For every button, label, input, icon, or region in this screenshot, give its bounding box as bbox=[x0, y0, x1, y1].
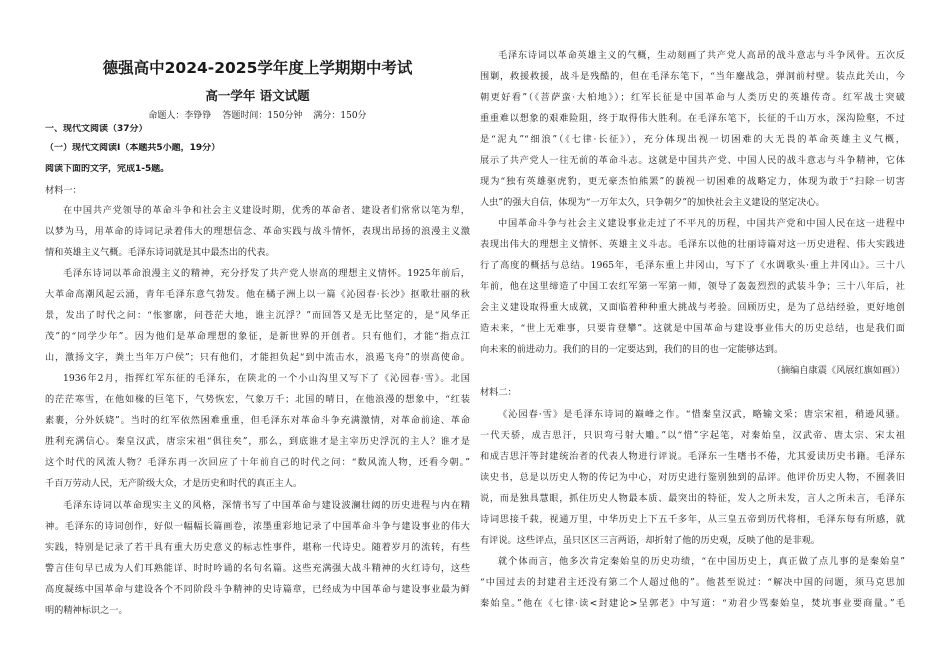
paragraph-line: 行了高度的概括与总结。1965年，毛泽东重上井冈山，写下了《水调歌头·重上井冈山》。三十八 bbox=[480, 260, 905, 271]
paragraph-line: 山，激扬文字，粪土当年万户侯”；只有他们，才能担负起“到中流击水，浪遏飞舟”的崇高使命。 bbox=[45, 352, 470, 363]
paragraph-line: 千百万劳动人民，无产阶级大众，才是历史和时代的真正主人。 bbox=[45, 478, 303, 489]
paragraph-line: 年前，他在这里缔造了中国工农红军第一军第一师，领导了轰轰烈烈的武装斗争；三十八年后，社 bbox=[480, 281, 905, 292]
paragraph-line: 秦始皇。”他在《七律·读<封建论>呈郭老》中写道：“劝君少骂秦始皇，焚坑事业要商量。”毛 bbox=[480, 598, 905, 609]
paragraph-line: 素裹，分外妖娆”。当时的红军依然困难重重，但毛泽东对革命斗争充满激情，对革命前途、革命 bbox=[45, 415, 470, 426]
paragraph-line: 现为“独有英雄驱虎豹，更无豪杰怕熊罴”的藐视一切困难的战略定力，体现为敢于“扫除一切害 bbox=[480, 176, 905, 187]
paragraph-line: 胜利充满信心。秦皇汉武，唐宗宋祖“俱往矣”，那么，到底谁才是主宰历史浮沉的主人？谁才是 bbox=[45, 436, 470, 447]
paragraph-line: 和成吉思汗等封建统治者的代表人物进行评说。毛泽东一生嗜书不倦，尤其爱读历史书籍。毛泽东 bbox=[480, 451, 905, 462]
material-label: 材料二： bbox=[480, 387, 517, 398]
paragraph-line: 就个体而言，他多次肯定秦始皇的历史功绩，“在中国历史上，真正做了点儿事的是秦始皇” bbox=[498, 556, 905, 567]
paragraph-line: 以梦为马，用革命的诗词记录着伟大的理想信念、革命实践与战斗情怀，表现出昂扬的浪漫主义激 bbox=[45, 226, 470, 237]
paragraph-line: 中国革命斗争与社会主义建设事业走过了不平凡的历程，中国共产党和中国人民在这一进程中 bbox=[498, 218, 905, 229]
paragraph-line: 一代天骄，成吉思汗，只识弯弓射大雕。”以“惜”字起笔，对秦始皇，汉武帝、唐太宗、宋太祖 bbox=[480, 430, 905, 441]
paragraph-line: 读史书，总是以历史人物的传记为中心，对历史进行鉴别独到的品评。他评价历史人物，不囿袭旧 bbox=[480, 472, 905, 483]
paragraph-line: 朝更好看”（《菩萨蛮·大柏地》）；红军长征是中国革命与人类历史的英雄传奇。红军战士突破 bbox=[480, 92, 905, 103]
source-citation: （摘编自康震《风展红旗如画》） bbox=[771, 365, 905, 376]
paragraph-line: 大革命高潮风起云涌，青年毛泽东意气勃发。他在橘子洲上以一篇《沁园春·长沙》抠歌壮丽的秋 bbox=[45, 289, 470, 300]
paragraph-line: 的茫茫寒雪，在他如椽的巨笔下，气势恢宏，气象万千；北国的晴日，在他浪漫的想象中，“红装 bbox=[45, 394, 470, 405]
paragraph-line: 有评说。这些评点，虽只区区三言两语，却折射了他的历史观，反映了他的是非观。 bbox=[480, 535, 820, 546]
paragraph-line: 《沁园春·雪》是毛泽东诗词的巅峰之作。“惜秦皇汉武，略输文采；唐宗宋祖，稍逊风骚。 bbox=[498, 409, 905, 420]
paragraph-line: 向未来的前进动力。我们的目的一定要达到，我们的目的也一定能够达到。 bbox=[480, 344, 784, 355]
paragraph-line: 景，发出了时代之问：“怅寥廓，问苍茫大地，谁主沉浮？”而回答又是无比坚定的，是“风华正 bbox=[45, 310, 470, 321]
paragraph-line: 毛泽东诗词以革命现实主义的风格，深情书写了中国革命与建设波澜壮阔的历史进程与内在精 bbox=[63, 500, 470, 511]
paragraph-line: 说，而是独具慧眼，抓住历史人物最本质、最突出的特征，发人之所未发，言人之所未言，毛泽东 bbox=[480, 493, 905, 504]
paragraph-line: 围剿，救援救援，战斗是残酷的，但在毛泽东笔下，“当年鏖战急，弹洞前村壁。装点此关山，今 bbox=[480, 71, 905, 82]
instruction: 阅读下面的文字，完成1-5题。 bbox=[45, 164, 170, 174]
material-label: 材料一： bbox=[45, 185, 82, 196]
paragraph-line: 会主义建设取得重大成就，又面临着种种重大挑战与考验。回顾历史，是为了总结经验，更好地创 bbox=[480, 302, 905, 313]
setter-label: 命题人：李铮铮 bbox=[148, 111, 212, 121]
paragraph-line: 警言佳句早已成为人们耳熟能详、时时吟诵的名句名篇。这些充满强大战斗精神的火红诗句，这些 bbox=[45, 563, 470, 574]
page-title: 德强高中2024-2025学年度上学期期中考试 bbox=[102, 59, 413, 77]
paragraph-line: 造未来，“世上无难事，只要肯登攀”。这就是中国革命与建设事业伟大的历史总结，也是我们面 bbox=[480, 323, 905, 334]
paragraph-line: 茂”的“同学少年”。因为他们是革命理想的象征，是新世界的开创者。只有他们，才能“指点江 bbox=[45, 331, 470, 342]
paragraph-line: 表现出伟大的理想主义情怀、英雄主义斗志。毛泽东以他的壮丽诗篇对这一历史进程、伟大实践进 bbox=[480, 239, 905, 250]
paragraph-line: 实践，特别是记录了若干具有重大历史意义的标志性事件，堪称一代诗史。随着岁月的流转，有些 bbox=[45, 542, 470, 553]
paragraph-line: 毛泽东诗词以革命浪漫主义的精神，充分抒发了共产党人崇高的理想主义情怀。1925年前后， bbox=[63, 268, 470, 279]
section-heading: 一、现代文阅读（37分） bbox=[45, 124, 148, 134]
paragraph-line: 情和英雄主义气概。毛泽东诗词就是其中最杰出的代表。 bbox=[45, 247, 275, 258]
paragraph-line: 这个时代的风流人物？毛泽东再一次回应了十年前自己的时代之问：“数风流人物，还看今朝。” bbox=[45, 457, 470, 468]
paragraph-line: 神。毛泽东的诗词创作，好似一幅幅长篇画卷，浓墨重彩地记录了中国革命斗争与建设事业的伟大 bbox=[45, 521, 470, 532]
part-heading: （一）现代文阅读Ⅰ（本题共5小题，19分） bbox=[45, 143, 221, 153]
paragraph-line: 明的精神标识之一。 bbox=[45, 605, 128, 616]
paragraph-line: 毛泽东诗词以革命英雄主义的气概，生动刻画了共产党人高昂的战斗意志与斗争风骨。五次反 bbox=[498, 50, 905, 61]
time-label: 答题时间：150分钟 bbox=[222, 111, 303, 121]
paragraph-line: 在中国共产党领导的革命斗争和社会主义建设时期，优秀的革命者、建设者们常常以笔为犁， bbox=[63, 205, 470, 216]
paragraph-line: 重重难以想象的艰难险阻，终于取得伟大胜利。在毛泽东笔下，长征的千山万水，深沟险壑，不过 bbox=[480, 113, 905, 124]
paragraph-line: 高度凝练中国革命与建设各个不同阶段斗争精神的史诗篇章，已经成为中国革命与建设事业最为鲜 bbox=[45, 584, 470, 595]
paragraph-line: 人虫”的强大自信，体现为“一万年太久，只争朝夕”的加快社会主义建设的坚定决心。 bbox=[480, 197, 825, 208]
exam-meta bbox=[45, 108, 470, 121]
page-subtitle: 高一学年 语文试题 bbox=[205, 88, 310, 103]
paragraph-line: 是“泥丸”“细浪”（《七律·长征》），充分体现出视一切困难的大无畏的革命英雄主义气概， bbox=[480, 134, 905, 145]
paragraph-line: 1936年2月，指挥红军东征的毛泽东，在陕北的一个小山沟里又写下了《沁园春·雪》。北国 bbox=[63, 373, 470, 384]
score-label: 满分：150分 bbox=[313, 111, 367, 121]
paragraph-line: 诗词思接千载，视通万里，中华历史上下五千多年，从三皇五帝到历代将相，毛泽东每有所感，就 bbox=[480, 514, 905, 525]
paragraph-line: “中国过去的封建君主还没有第二个人超过他的”。他甚至说过：“解决中国的问题，须马克思加 bbox=[480, 577, 905, 588]
paragraph-line: 展示了共产党人一往无前的革命斗志。这就是中国共产党、中国人民的战斗意志与斗争精神，它体 bbox=[480, 155, 905, 166]
